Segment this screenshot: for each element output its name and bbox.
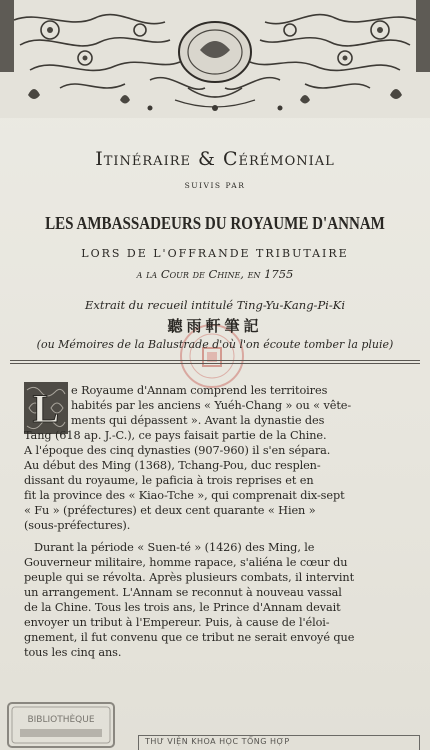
paragraph-2-line: envoyer un tribut à l'Empereur. Puis, à cause de l'éloi- — [24, 616, 330, 629]
memoires-subtitle: (ou Mémoires de la Balustrade d'où l'on écoute tomber la pluie) — [36, 338, 394, 351]
paragraph-2-line: de la Chine. Tous les trois ans, le Prince d'Annam devait — [24, 601, 341, 614]
library-box-text: THƯ VIỆN KHOA HỌC TỔNG HỢP — [145, 737, 290, 746]
paragraph-1-line: dissant du royaume, le paficia à trois reprises et en — [24, 474, 314, 487]
drop-cap-ornament — [24, 382, 68, 434]
subtitle-suivis-par: SUIVIS PAR — [184, 181, 246, 190]
paragraph-1-line: fit la province des « Kiao-Tche », qui comprenait dix-sept — [24, 489, 345, 502]
paragraph-2-line: gnement, il fut convenu que ce tribut ne serait envoyé que — [24, 631, 355, 644]
chinese-title: 聽雨軒筆記 — [167, 317, 263, 335]
divider-top — [10, 360, 420, 361]
library-stamp — [6, 701, 116, 749]
paragraph-2-line: un arrangement. L'Annam se reconnut à nouveau vassal — [24, 586, 342, 599]
paragraph-1-line: Au début des Ming (1368), Tchang-Pou, duc resplen- — [24, 459, 321, 472]
title-itineraire: Itinéraire & Cérémonial — [95, 148, 335, 170]
paragraph-1-line: e Royaume d'Annam comprend les territoires — [71, 384, 328, 397]
ornamental-banner — [0, 0, 430, 118]
paragraph-1-line: ments qui dépassent ». Avant la dynastie des — [71, 414, 325, 427]
paragraph-2-line: tous les cinq ans. — [24, 646, 122, 659]
library-box-stamp — [138, 735, 420, 750]
paragraph-2-line: Durant la période « Suen-té » (1426) des Ming, le — [34, 541, 315, 554]
divider-bottom — [10, 363, 420, 364]
paragraph-1-line: (sous-préfectures). — [24, 519, 131, 532]
title-ambassadeurs: LES AMBASSADEURS DU ROYAUME D'ANNAM — [45, 213, 385, 233]
paragraph-1-line: « Fu » (préfectures) et deux cent quarante « Hien » — [24, 504, 316, 517]
paragraph-2-line: Gouverneur militaire, homme rapace, s'aliéna le cœur du — [24, 556, 348, 569]
drop-cap-letter: L — [32, 386, 60, 431]
paragraph-1-line: A l'époque des cinq dynasties (907-960) il s'en sépara. — [24, 444, 331, 457]
paragraph-1-line: Tang (618 ap. J.-C.), ce pays faisait partie de la Chine. — [24, 429, 327, 442]
library-stamp-text: BIBLIOTHÈQUE — [27, 715, 95, 725]
paragraph-2-line: peuple qui se révolta. Après plusieurs combats, il intervint — [24, 571, 355, 584]
subtitle-cour-de-chine: a la Cour de Chine, en 1755 — [136, 267, 294, 281]
extrait-line: Extrait du recueil intitulé Ting-Yu-Kang-Pi-Ki — [84, 298, 346, 312]
paragraph-1-line: habités par les anciens « Yuéh-Chang » ou « vête- — [71, 399, 352, 412]
subtitle-offrande: LORS DE L'OFFRANDE TRIBUTAIRE — [81, 247, 349, 260]
